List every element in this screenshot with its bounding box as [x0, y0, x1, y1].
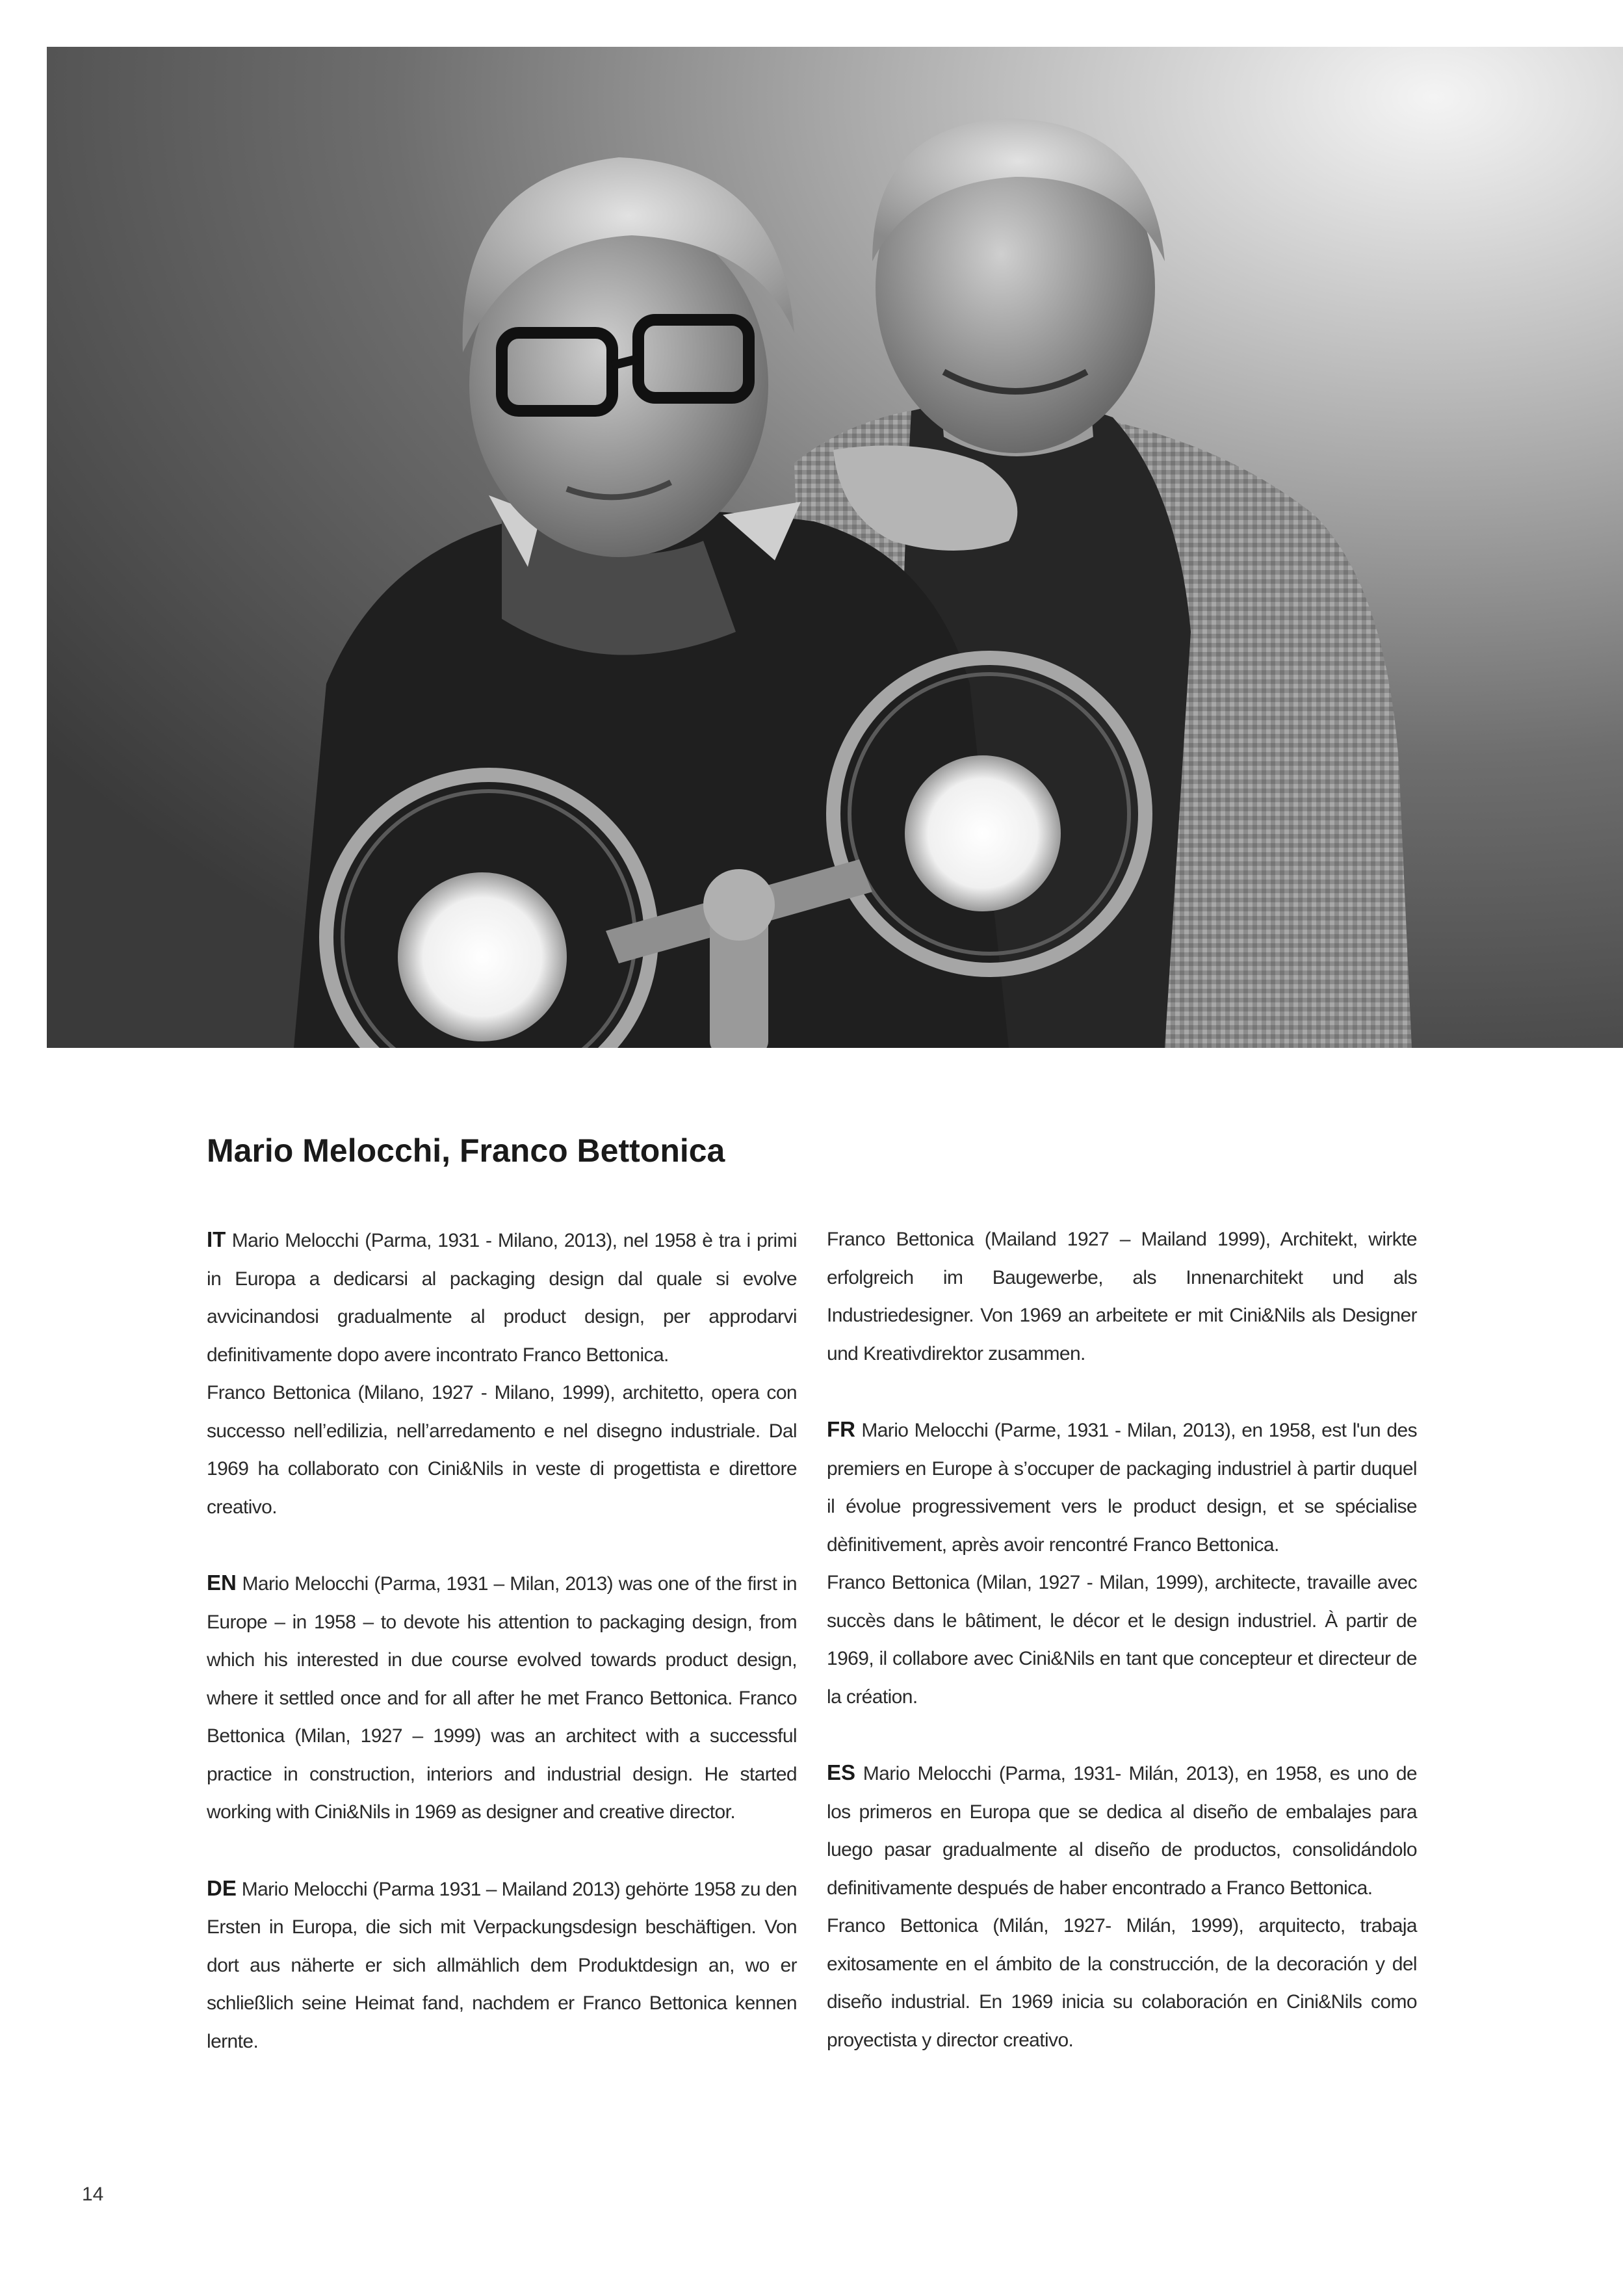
paragraph-de-continued-text: Franco Bettonica (Mailand 1927 – Mailand 1999), Architekt, wirkte erfolgreich im Baugewerbe, als Innenarchitekt und als Industriedesigner. Von 1969 an arbeitete er mit Cini&Nils als Designer und Kreativdirektor zusammen. [827, 1229, 1417, 1364]
paragraph-es-text-2: Franco Bettonica (Milán, 1927- Milán, 1999), arquitecto, trabaja exitosamente en el ámbito de la construcción, de la decoración y del diseño industrial. En 1969 inicia su colaboración en Cini&Nils como proyectista y director creativo. [827, 1915, 1417, 2051]
language-label-de: DE [207, 1875, 237, 1900]
paragraph-es-text-1: Mario Melocchi (Parma, 1931- Milán, 2013), en 1958, es uno de los primeros en Europa que se dedica al diseño de embalajes para luego pasar gradualmente al diseño de productos, consolidándolo definitivamente después de haber encontrado a Franco Bettonica. [827, 1763, 1417, 1899]
portrait-photo [47, 47, 1623, 1048]
paragraph-de-continued [827, 1221, 1417, 1373]
paragraph-en [207, 1564, 797, 1832]
paragraph-en-text-1: Mario Melocchi (Parma, 1931 – Milan, 2013) was one of the first in Europe – in 1958 – to devote his attention to packaging design, from which his interested in due course evolved towards product design, where it settled once and for all after he met Franco Bettonica. Franco Bettonica (Milan, 1927 – 1999) was an architect with a successful practice in construction, interiors and industrial design. He started working with Cini&Nils in 1969 as designer and creative director. [207, 1573, 797, 1823]
paragraph-it [207, 1221, 797, 1526]
paragraph-de-text-1: Mario Melocchi (Parma 1931 – Mailand 2013) gehörte 1958 zu den Ersten in Europa, die sich mit Verpackungsdesign beschäftigen. Von dort aus näherte er sich allmählich dem Produktdesign an, wo er schließlich seine Heimat fand, nachdem er Franco Bettonica kennen lernte. [207, 1878, 797, 2052]
paragraph-it-text-1: Mario Melocchi (Parma, 1931 - Milano, 2013), nel 1958 è tra i primi in Europa a dedicarsi al packaging design dal quale si evolve avvicinandosi gradualmente al product design, per approdarvi definitivamente dopo avere incontrato Franco Bettonica. [207, 1230, 797, 1366]
paragraph-de [207, 1870, 797, 2061]
language-label-en: EN [207, 1571, 237, 1595]
language-label-fr: FR [827, 1417, 855, 1441]
paragraph-fr [827, 1411, 1417, 1716]
paragraph-it-text-2: Franco Bettonica (Milano, 1927 - Milano, 1999), architetto, opera con successo nell’edilizia, nell’arredamento e nel disegno industriale. Dal 1969 ha collaborato con Cini&Nils in veste di progettista e direttore creativo. [207, 1382, 797, 1518]
page-number: 14 [82, 2184, 104, 2205]
paragraph-fr-text-2: Franco Bettonica (Milan, 1927 - Milan, 1999), architecte, travaille avec succès dans le bâtiment, le décor et le design industriel. À partir de 1969, il collabore avec Cini&Nils en tant que concepteur et directeur de la création. [827, 1572, 1417, 1708]
text-column-right [827, 1221, 1417, 2059]
paragraph-es [827, 1754, 1417, 2059]
language-label-es: ES [827, 1760, 856, 1784]
article-title: Mario Melocchi, Franco Bettonica [207, 1132, 725, 1169]
text-column-left [207, 1221, 797, 2061]
language-label-it: IT [207, 1227, 226, 1251]
portrait-illustration [47, 47, 1623, 1048]
paragraph-fr-text-1: Mario Melocchi (Parme, 1931 - Milan, 2013), en 1958, est l'un des premiers en Europe à s’occuper de packaging industriel à partir duquel il évolue progressivement vers le product design, et se spécialise dèfinitivement, après avoir rencontré Franco Bettonica. [827, 1420, 1417, 1556]
